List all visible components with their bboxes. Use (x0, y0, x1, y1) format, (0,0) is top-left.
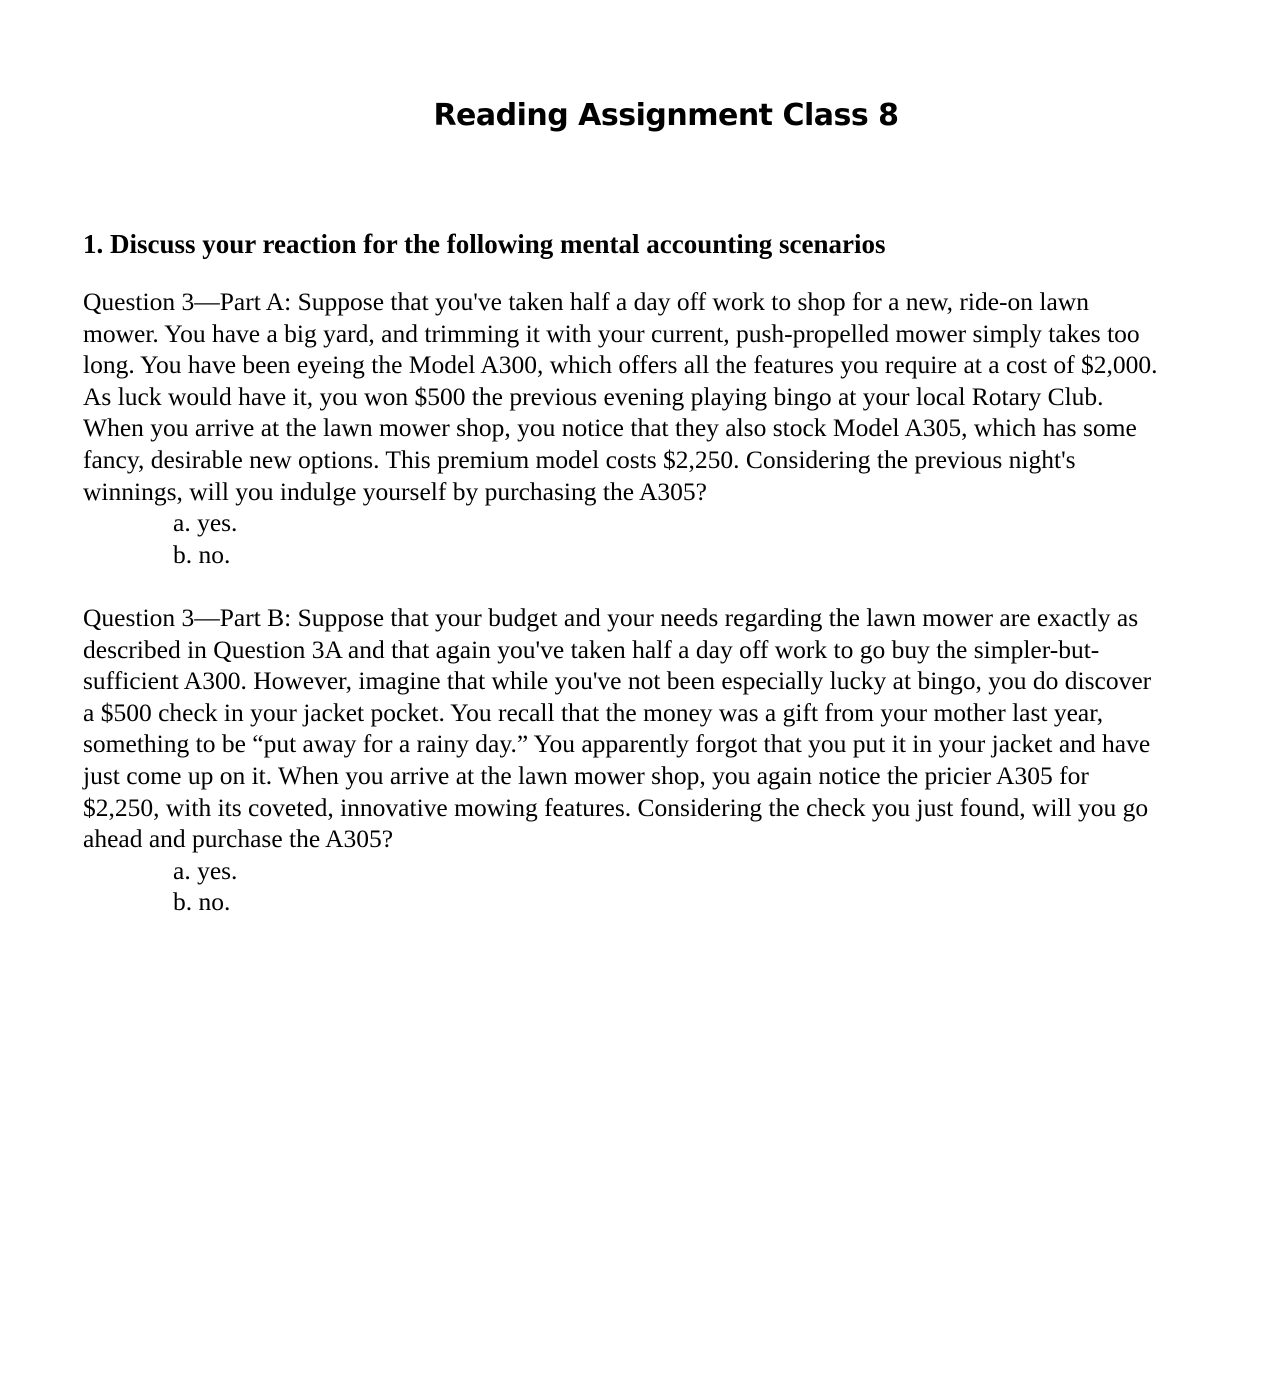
question-text-line: sufficient A300. However, imagine that while you've not been especially lucky at bingo, you do discover (83, 666, 1152, 696)
question-3-part-b (83, 602, 1263, 918)
question-text-line: a $500 check in your jacket pocket. You recall that the money was a gift from your mother last year, (83, 697, 1104, 727)
question-text-line: mower. You have a big yard, and trimming it with your current, push-propelled mower simply takes too (83, 318, 1140, 348)
question-text-line: fancy, desirable new options. This premium model costs $2,250. Considering the previous night's (83, 444, 1076, 474)
section-heading: 1. Discuss your reaction for the following mental accounting scenarios (83, 229, 886, 259)
question-text-line: described in Question 3A and that again you've taken half a day off work to go buy the simpler-but- (83, 634, 1100, 664)
answer-option-no: b. no. (173, 887, 231, 917)
question-text-line: $2,250, with its coveted, innovative mowing features. Considering the check you just found, will you go (83, 792, 1149, 822)
question-text-line: just come up on it. When you arrive at the lawn mower shop, you again notice the pricier A305 for (83, 760, 1089, 790)
question-text-line: When you arrive at the lawn mower shop, you notice that they also stock Model A305, which has some (83, 413, 1137, 443)
question-text-line: Question 3—Part A: Suppose that you've taken half a day off work to shop for a new, ride-on lawn (83, 287, 1089, 316)
question-text-line: winnings, will you indulge yourself by purchasing the A305? (83, 476, 707, 506)
question-text-line: As luck would have it, you won $500 the previous evening playing bingo at your local Rotary Club. (83, 381, 1104, 411)
question-text-line: ahead and purchase the A305? (83, 824, 394, 854)
question-text-line: something to be “put away for a rainy day.” You apparently forgot that you put it in your jacket and have (83, 729, 1151, 759)
answer-option-yes: a. yes. (173, 508, 238, 538)
answer-option-yes: a. yes. (173, 855, 238, 885)
document-title: Reading Assignment Class 8 (433, 98, 899, 133)
question-text-line: Question 3—Part B: Suppose that your budget and your needs regarding the lawn mower are exactly as (83, 603, 1139, 632)
question-3-part-a (83, 286, 1263, 570)
answer-option-no: b. no. (173, 539, 231, 569)
question-text-line: long. You have been eyeing the Model A300, which offers all the features you require at a cost of $2,000. (83, 350, 1158, 380)
